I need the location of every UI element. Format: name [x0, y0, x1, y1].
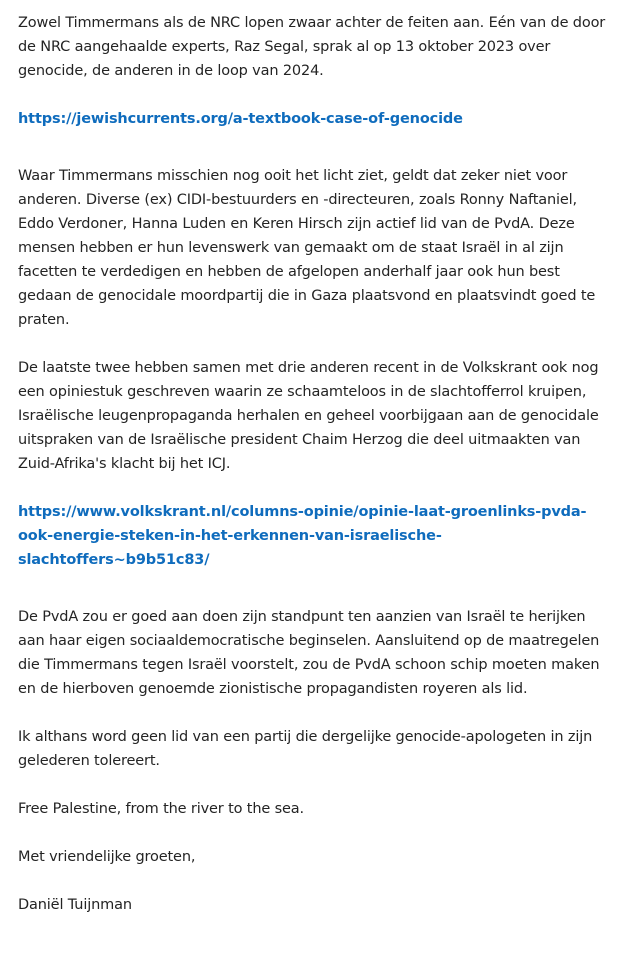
email-body [18, 11, 616, 917]
signature-name: Daniël Tuijnman [18, 897, 132, 913]
link-jewishcurrents[interactable]: https://jewishcurrents.org/a-textbook-case-of-genocide [18, 111, 463, 127]
paragraph-membership: Ik althans word geen lid van een partij die dergelijke genocide-apologeten in zijn gelederen tolereert. [18, 729, 593, 769]
paragraph-intro: Zowel Timmermans als de NRC lopen zwaar achter de feiten aan. Eén van de door de NRC aangehaalde experts, Raz Segal, sprak al op 13 oktober 2023 over genocide, de anderen in de loop van 2024. [18, 15, 606, 79]
paragraph-pvda: De PvdA zou er goed aan doen zijn standpunt ten aanzien van Israël te herijken aan haar eigen sociaaldemocratische beginselen. Aansluitend op de maatregelen die Timmermans tegen Israël voorstelt, zou de PvdA schoon schip moeten maken en de hierboven genoemde zionistische propagandisten royeren als lid. [18, 609, 600, 697]
link-volkskrant[interactable]: https://www.volkskrant.nl/columns-opinie/opinie-laat-groenlinks-pvda-ook-energie-steken-in-het-erkennen-van-israelische-slachtoffers~b9b51c83/ [18, 504, 587, 568]
paragraph-greeting: Met vriendelijke groeten, [18, 849, 196, 865]
link-paragraph-jewishcurrents [18, 107, 616, 131]
paragraph-slogan: Free Palestine, from the river to the sea. [18, 801, 304, 817]
paragraph-cidi: Waar Timmermans misschien nog ooit het licht ziet, geldt dat zeker niet voor anderen. Diverse (ex) CIDI-bestuurders en -directeuren, zoals Ronny Naftaniel, Eddo Verdoner, Hanna Luden en Keren Hirsch zijn actief lid van de PvdA. Deze mensen hebben er hun levenswerk van gemaakt om de staat Israël in al zijn facetten te verdedigen en hebben de afgelopen anderhalf jaar ook hun best gedaan de genocidale moordpartij die in Gaza plaatsvond en plaatsvindt goed te praten. [18, 168, 596, 328]
paragraph-volkskrant: De laatste twee hebben samen met drie anderen recent in de Volkskrant ook nog een opiniestuk geschreven waarin ze schaamteloos in de slachtofferrol kruipen, Israëlische leugenpropaganda herhalen en geheel voorbijgaan aan de genocidale uitspraken van de Israëlische president Chaim Herzog die deel uitmaakten van Zuid-Afrika's klacht bij het ICJ. [18, 360, 599, 472]
link-paragraph-volkskrant [18, 500, 616, 572]
